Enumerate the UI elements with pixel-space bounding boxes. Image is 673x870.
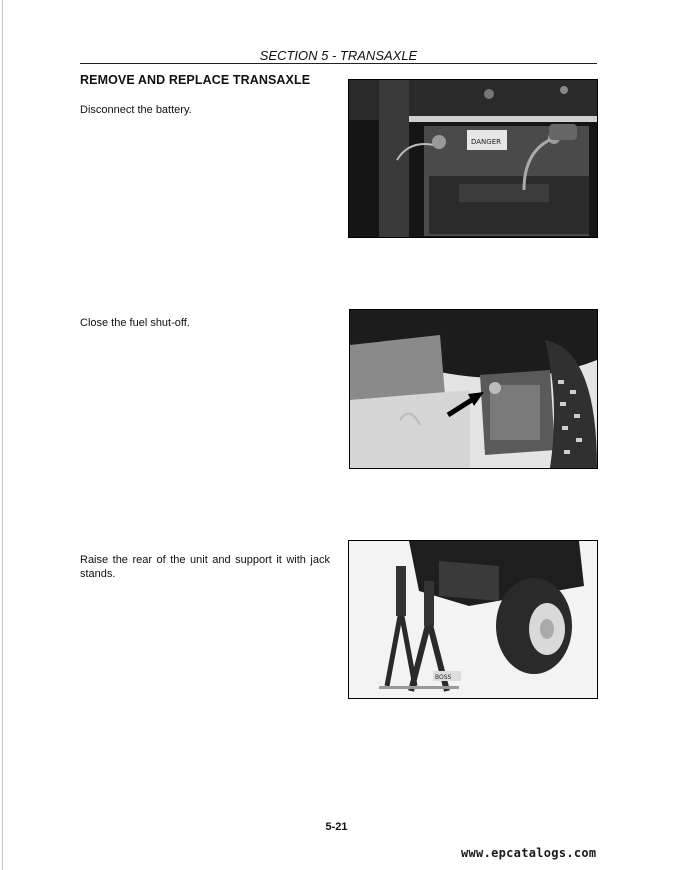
step-raise-unit: Raise the rear of the unit and support it with jack stands. xyxy=(80,554,330,580)
jack-stand-label: BOSS xyxy=(435,674,452,681)
battery-warning-label: DANGER xyxy=(471,138,502,146)
step-close-fuel-shutoff: Close the fuel shut-off. xyxy=(80,317,190,329)
watermark-text: www.epcatalogs.com xyxy=(461,846,597,860)
page-title: REMOVE AND REPLACE TRANSAXLE xyxy=(80,73,311,87)
page-edge-line xyxy=(2,0,3,870)
header-divider xyxy=(80,63,597,64)
page-number: 5-21 xyxy=(325,821,348,833)
battery-photo xyxy=(348,79,598,238)
jack-stands-photo xyxy=(348,540,598,699)
step-disconnect-battery: Disconnect the battery. xyxy=(80,104,192,116)
section-header: SECTION 5 - TRANSAXLE xyxy=(259,48,418,63)
fuel-shutoff-photo xyxy=(349,309,598,469)
